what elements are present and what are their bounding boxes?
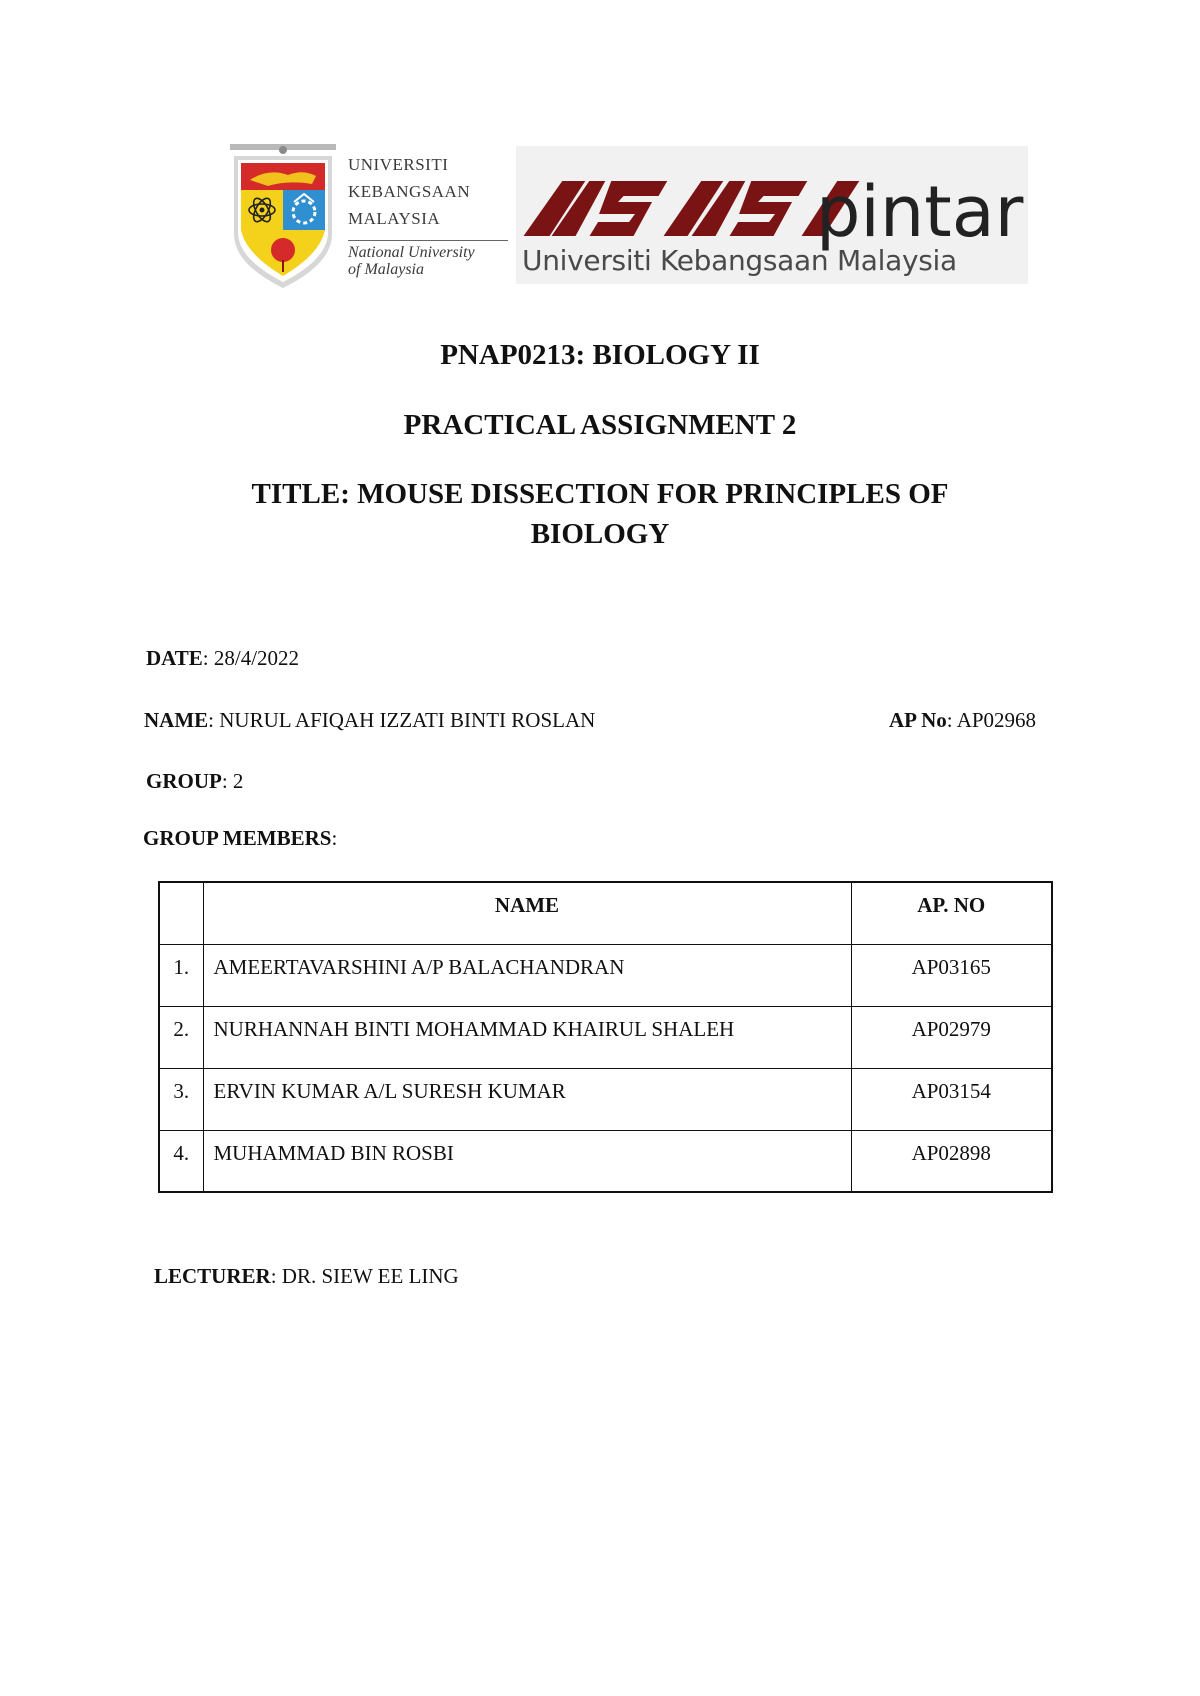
row-ap-no: AP03154 bbox=[851, 1068, 1052, 1130]
lecturer-field: LECTURER: DR. SIEW EE LING bbox=[154, 1264, 459, 1288]
ukm-name-line: KEBANGSAAN bbox=[348, 182, 471, 201]
group-members-label: GROUP MEMBERS bbox=[143, 826, 332, 850]
table-row bbox=[159, 944, 1052, 1006]
document-title bbox=[0, 474, 1200, 554]
ukm-english-line: of Malaysia bbox=[348, 261, 424, 278]
group-label: GROUP bbox=[146, 769, 222, 793]
asasi-university-text: Universiti Kebangsaan Malaysia bbox=[522, 244, 957, 277]
row-ap-no: AP02979 bbox=[851, 1006, 1052, 1068]
table-header-row bbox=[159, 882, 1052, 944]
table-row bbox=[159, 1006, 1052, 1068]
assignment-title: PRACTICAL ASSIGNMENT 2 bbox=[403, 409, 797, 441]
asasi-pintar-logo bbox=[516, 146, 1028, 284]
date-field: DATE: 28/4/2022 bbox=[146, 646, 300, 670]
table-row bbox=[159, 1068, 1052, 1130]
name-field: NAME: NURUL AFIQAH IZZATI BINTI ROSLAN bbox=[144, 708, 596, 732]
header-name: NAME bbox=[203, 882, 851, 944]
lecturer-label: LECTURER bbox=[154, 1264, 271, 1288]
row-ap-no: AP02898 bbox=[851, 1130, 1052, 1192]
ukm-name-line: UNIVERSITI bbox=[348, 155, 449, 174]
row-number: 1. bbox=[159, 944, 203, 1006]
date-label: DATE bbox=[146, 646, 203, 670]
group-value: 2 bbox=[232, 769, 244, 793]
name-label: NAME bbox=[144, 708, 209, 732]
row-name: MUHAMMAD BIN ROSBI bbox=[203, 1130, 851, 1192]
header-ap-no: AP. NO bbox=[851, 882, 1052, 944]
document-title-line: TITLE: MOUSE DISSECTION FOR PRINCIPLES OF bbox=[251, 478, 949, 510]
ukm-english-line: National University bbox=[348, 244, 475, 261]
group-field: GROUP: 2 bbox=[146, 769, 244, 793]
lecturer-value: DR. SIEW EE LING bbox=[281, 1264, 459, 1288]
row-name: ERVIN KUMAR A/L SURESH KUMAR bbox=[203, 1068, 851, 1130]
row-ap-no: AP03165 bbox=[851, 944, 1052, 1006]
ukm-wordmark bbox=[348, 156, 508, 278]
row-number: 2. bbox=[159, 1006, 203, 1068]
course-title: PNAP0213: BIOLOGY II bbox=[440, 339, 760, 371]
header-number bbox=[159, 882, 203, 944]
svg-text:pintar: pintar bbox=[816, 171, 1024, 253]
table-row bbox=[159, 1130, 1052, 1192]
ap-number-value: AP02968 bbox=[956, 708, 1037, 732]
row-number: 3. bbox=[159, 1068, 203, 1130]
ap-number-field: AP No: AP02968 bbox=[889, 708, 1037, 732]
name-value: NURUL AFIQAH IZZATI BINTI ROSLAN bbox=[219, 708, 596, 732]
row-name: AMEERTAVARSHINI A/P BALACHANDRAN bbox=[203, 944, 851, 1006]
ukm-name-line: MALAYSIA bbox=[348, 209, 441, 228]
document-title-line: BIOLOGY bbox=[530, 518, 670, 550]
group-members-table bbox=[158, 881, 1053, 1193]
row-name: NURHANNAH BINTI MOHAMMAD KHAIRUL SHALEH bbox=[203, 1006, 851, 1068]
ukm-logo bbox=[228, 142, 500, 290]
row-number: 4. bbox=[159, 1130, 203, 1192]
date-value: 28/4/2022 bbox=[213, 646, 300, 670]
group-members-heading: GROUP MEMBERS: bbox=[143, 826, 338, 850]
ap-number-label: AP No bbox=[889, 708, 947, 732]
ukm-english-name bbox=[348, 240, 508, 278]
ukm-crest-icon bbox=[228, 142, 338, 290]
